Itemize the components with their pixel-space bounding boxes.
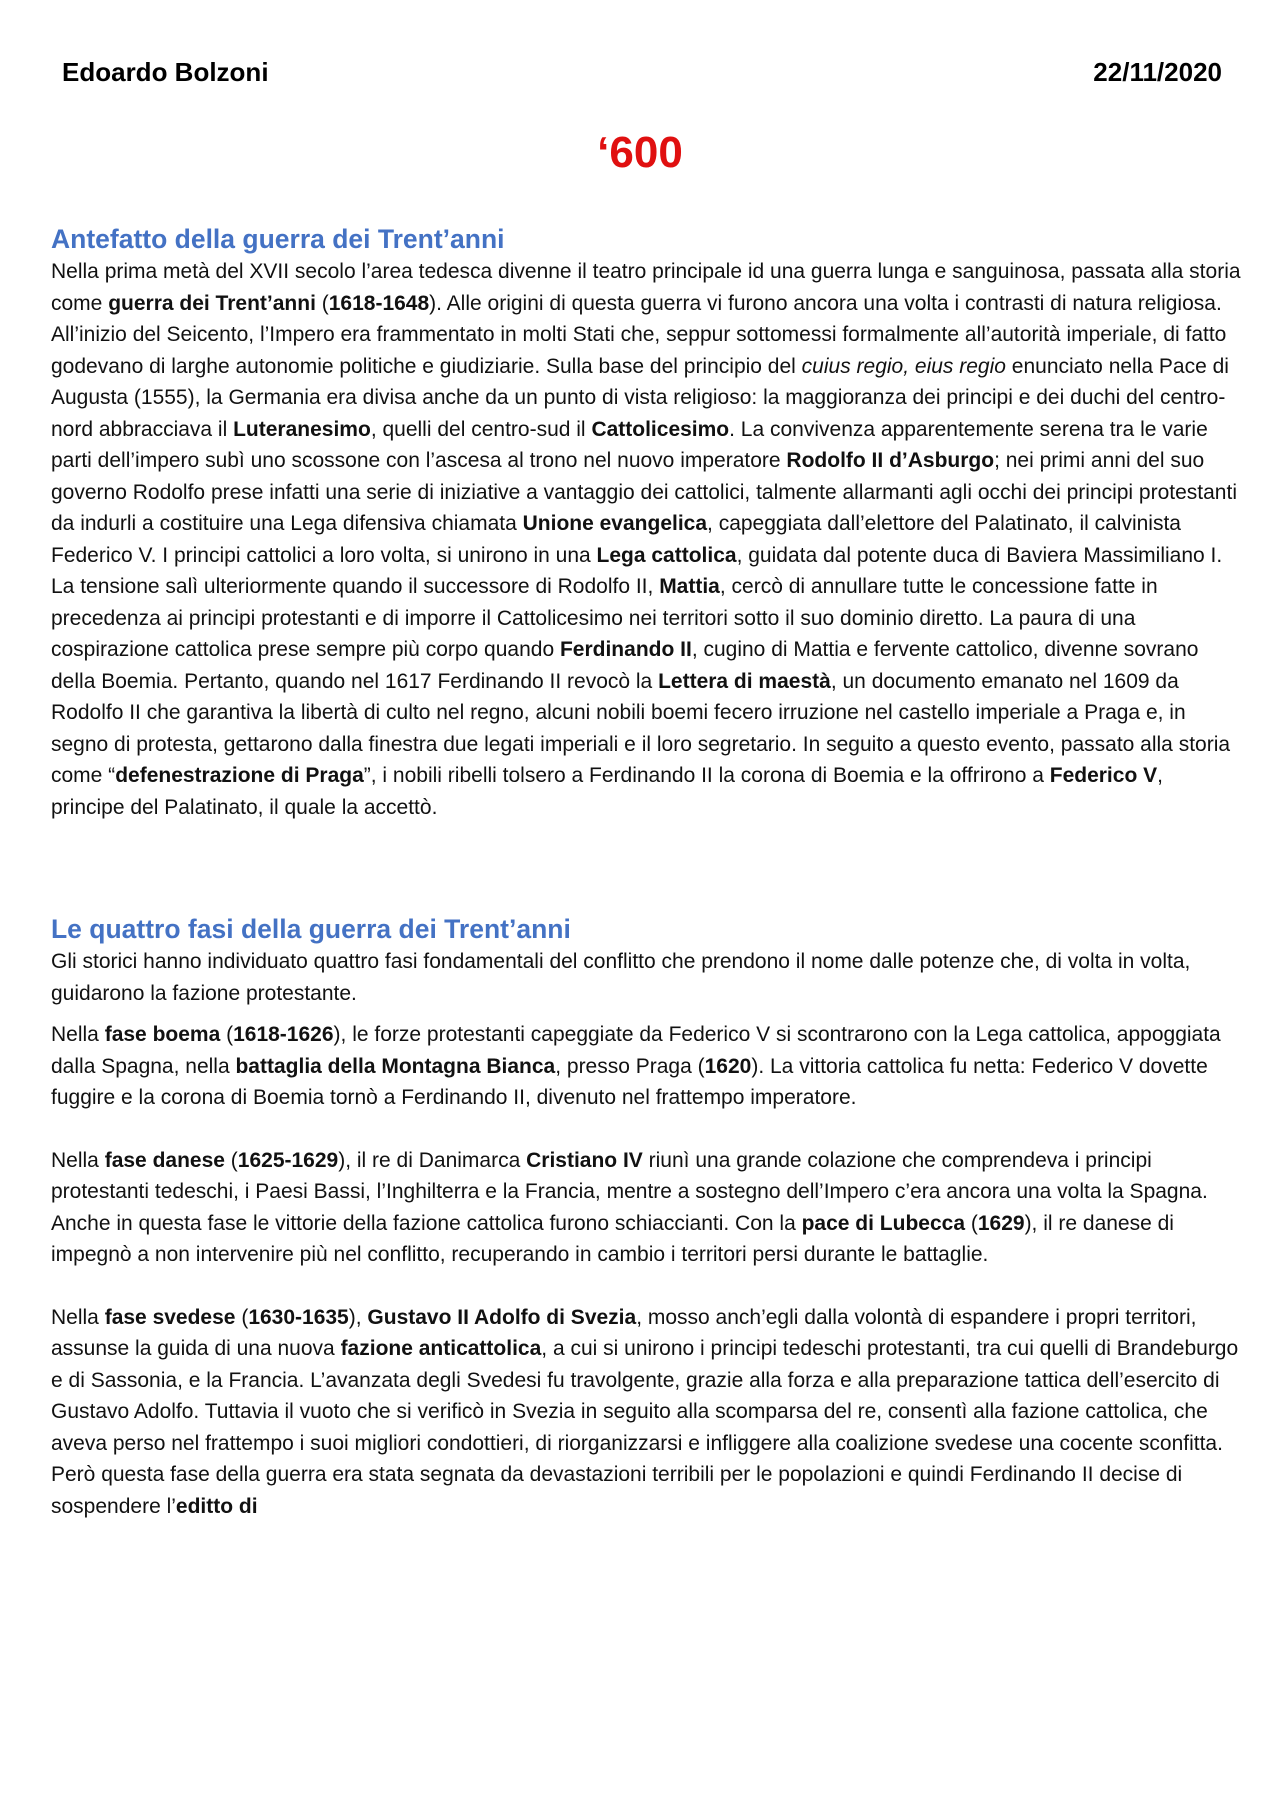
- text-run: Gli storici hanno individuato quattro fasi fondamentali del conflitto che prendono il nome dalle potenze che, di volta in volta, guidarono la fazione protestante.: [51, 950, 1191, 1005]
- text-run: (: [235, 1305, 249, 1329]
- bold-term: 1629: [977, 1211, 1025, 1235]
- paragraph-spacer: [51, 1114, 1241, 1145]
- text-run: ). La vittoria cattolica fu netta: Federico V dovette fuggire e la corona di Boemia tornò a Ferdinando II, divenuto nel frattempo imperatore.: [51, 1054, 1208, 1109]
- text-run: , presso Praga (: [555, 1054, 705, 1078]
- text-run: , mosso anch’egli dalla volontà di espandere i propri territori, assunse la guida di una nuova: [51, 1305, 1197, 1360]
- text-run: , un documento emanato nel 1609 da Rodolfo II che garantiva la libertà di culto nel regno, alcuni nobili boemi fecero irruzione nel castello imperiale a Praga e, in segno di protesta, gettarono dalla finestra due legati imperiali e il loro segretario. In seguito a questo evento, passato alla storia come “: [51, 669, 1231, 787]
- bold-term: 1618-1648: [328, 291, 430, 315]
- text-run: (: [315, 291, 329, 315]
- bold-term: 1620: [704, 1054, 752, 1078]
- bold-term: Rodolfo II d’Asburgo: [786, 449, 995, 472]
- text-run: , guidata dal potente duca di Baviera Massimiliano I.: [736, 543, 1223, 567]
- bold-term: Ferdinando II: [559, 638, 692, 661]
- text-run: , capeggiata dall’elettore del Palatinato, il calvinista Federico V. I principi cattolici a loro volta, si unirono in una: [51, 512, 1181, 567]
- bold-term: Federico V: [1049, 764, 1158, 787]
- bold-term: 1625-1629: [237, 1148, 339, 1172]
- paragraph: [51, 571, 1241, 823]
- bold-term: fase svedese: [104, 1305, 236, 1329]
- text-run: ),: [348, 1305, 368, 1329]
- bold-term: fase danese: [104, 1148, 225, 1172]
- section-heading-antefatto: Antefatto della guerra dei Trent’anni: [51, 224, 505, 254]
- paragraph-fase-boema: [51, 1019, 1241, 1114]
- italic-term: cuius regio, eius regio: [801, 354, 1006, 378]
- bold-term: editto di: [175, 1494, 258, 1518]
- section-spacer: [51, 823, 1241, 912]
- text-run: All’inizio del Seicento, l’Impero era frammentato in molti Stati che, seppur sottomessi formalmente all’autorità imperiale, di fatto godevano di larghe autonomie politiche e giudiziarie. Sulla base del principio del: [51, 323, 1227, 378]
- text-run: ; nei primi anni del suo governo Rodolfo prese infatti una serie di iniziative a vantaggio dei cattolici, talmente allarmanti agli occhi dei principi protestanti da indurli a costituire una Lega difensiva chiamata: [51, 449, 1237, 535]
- text-run: (: [965, 1211, 978, 1235]
- paragraph: [51, 319, 1241, 571]
- document-date: 22/11/2020: [1093, 56, 1222, 87]
- text-run: Nella prima metà del XVII secolo l’area tedesca divenne il teatro principale id una guerra lunga e sanguinosa, passata alla storia come: [51, 260, 1241, 315]
- bold-term: Unione evangelica: [522, 512, 708, 535]
- text-run: (: [224, 1148, 238, 1172]
- text-run: Nella: [51, 1148, 105, 1172]
- text-run: . La convivenza apparentemente serena tra le varie parti dell’impero subì uno scossone con l’ascesa al trono nel nuovo imperatore: [51, 417, 1208, 472]
- bold-term: pace di Lubecca: [801, 1211, 966, 1235]
- bold-term: battaglia della Montagna Bianca: [235, 1054, 556, 1078]
- bold-term: Lettera di maestà: [658, 669, 831, 693]
- document-body: [51, 222, 1241, 1522]
- bold-term: guerra dei Trent’anni: [108, 291, 316, 315]
- text-run: ), le forze protestanti capeggiate da Federico V si scontrarono con la Lega cattolica, appoggiata dalla Spagna, nella: [51, 1023, 1221, 1078]
- text-run: , a cui si unirono i principi tedeschi protestanti, tra cui quelli di Brandeburgo e di Sassonia, e la Francia. L’avanzata degli Svedesi fu travolgente, grazie alla forza e alla preparazione tattica dell’esercito di Gustavo Adolfo. Tuttavia il vuoto che si verificò in Svezia in seguito alla scomparsa del re, consentì alla fazione cattolica, che aveva perso nel frattempo i suoi migliori condottieri, di riorganizzarsi e infliggere alla coalizione svedese una cocente sconfitta. Però questa fase della guerra era stata segnata da devastazioni terribili per le popolazioni e quindi Ferdinando II decise di sospendere l’: [51, 1337, 1239, 1518]
- page-header: [62, 52, 1222, 92]
- bold-term: Mattia: [659, 575, 720, 598]
- text-run: (: [220, 1023, 234, 1046]
- bold-term: Luteranesimo: [233, 417, 371, 441]
- bold-term: 1630-1635: [248, 1305, 349, 1329]
- text-run: ), il re di Danimarca: [338, 1148, 527, 1172]
- document-title: ‘600: [597, 128, 683, 177]
- paragraph-fase-svedese: [51, 1302, 1241, 1523]
- text-run: ). Alle origini di questa guerra vi furono ancora una volta i contrasti di natura religiosa.: [429, 291, 1222, 315]
- paragraph: [51, 256, 1241, 319]
- bold-term: Lega cattolica: [596, 543, 737, 567]
- author-name: Edoardo Bolzoni: [62, 56, 269, 87]
- text-run: ), il re danese di impegnò a non intervenire più nel conflitto, recuperando in cambio i territori persi durante le battaglie.: [51, 1211, 1174, 1266]
- text-run: , principe del Palatinato, il quale la accettò.: [51, 764, 1163, 819]
- text-run: riunì una grande colazione che comprendeva i principi protestanti tedeschi, i Paesi Bassi, l’Inghilterra e la Francia, mentre a sostegno dell’Impero c’era ancora una volta la Spagna. Anche in questa fase le vittorie della fazione cattolica furono schiaccianti. Con la: [51, 1148, 1208, 1235]
- bold-term: 1618-1626: [233, 1023, 334, 1046]
- text-run: , cercò di annullare tutte le concessione fatte in precedenza ai principi protestanti e di imporre il Cattolicesimo nei territori sotto il suo dominio diretto. La paura di una cospirazione cattolica prese sempre più corpo quando: [51, 575, 1158, 661]
- text-run: , quelli del centro-sud il: [370, 417, 592, 441]
- paragraph-spacer: [51, 1271, 1241, 1302]
- text-run: , cugino di Mattia e fervente cattolico, divenne sovrano della Boemia. Pertanto, quando nel 1617 Ferdinando II revocò la: [51, 638, 1199, 693]
- bold-term: fase boema: [104, 1023, 221, 1046]
- text-run: Nella: [51, 1305, 105, 1329]
- text-run: ”, i nobili ribelli tolsero a Ferdinando II la corona di Boemia e la offrirono a: [363, 764, 1050, 787]
- text-run: La tensione salì ulteriormente quando il successore di Rodolfo II,: [51, 575, 660, 598]
- bold-term: Cristiano IV: [526, 1148, 643, 1172]
- text-run: enunciato nella Pace di Augusta (1555), la Germania era divisa anche da un punto di vista religioso: la maggioranza dei principi e dei duchi del centro-nord abbracciava il: [51, 354, 1229, 441]
- section-heading-quattro-fasi: Le quattro fasi della guerra dei Trent’anni: [51, 914, 571, 944]
- paragraph-fase-danese: [51, 1145, 1241, 1271]
- paragraph: [51, 946, 1241, 1009]
- text-run: Nella: [51, 1023, 105, 1046]
- bold-term: defenestrazione di Praga: [115, 764, 364, 787]
- bold-term: fazione anticattolica: [340, 1337, 542, 1360]
- bold-term: Cattolicesimo: [591, 417, 730, 441]
- paragraph-spacer: [51, 1009, 1241, 1019]
- bold-term: Gustavo II Adolfo di Svezia: [367, 1305, 637, 1329]
